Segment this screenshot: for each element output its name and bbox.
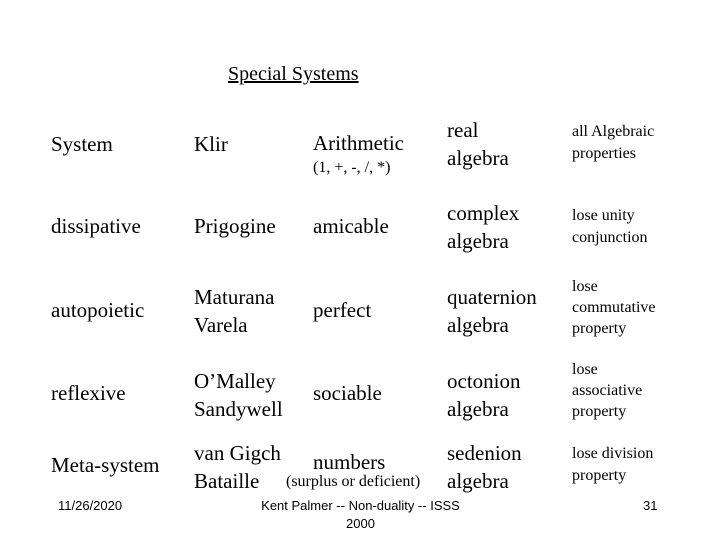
- footer-author-line: 2000: [346, 516, 375, 531]
- row-arithmetic-note: (surplus or deficient): [286, 473, 421, 490]
- row-algebra-line: sedenion: [447, 441, 522, 465]
- row-properties-line: property: [572, 403, 627, 420]
- row-algebra-line: algebra: [447, 229, 509, 253]
- row-properties-line: lose unity: [572, 207, 635, 224]
- row-klir-line: Sandywell: [194, 397, 283, 421]
- row-properties-line: property: [572, 467, 627, 484]
- row-klir-line: Varela: [194, 313, 248, 337]
- row-algebra-line: quaternion: [447, 285, 537, 309]
- row-arithmetic: amicable: [313, 214, 389, 238]
- header-system: System: [51, 132, 113, 156]
- row-klir-line: Maturana: [194, 285, 275, 309]
- row-properties: [572, 359, 642, 422]
- header-properties: [572, 121, 654, 165]
- footer-author: [258, 497, 463, 533]
- row-properties-line: associative: [572, 382, 643, 399]
- row-algebra-line: algebra: [447, 397, 509, 421]
- row-algebra: [447, 283, 537, 339]
- row-algebra: [447, 367, 521, 423]
- row-properties-line: commutative: [572, 299, 656, 316]
- row-klir: Prigogine: [194, 214, 276, 238]
- footer-page-number: 31: [643, 498, 658, 513]
- footer-date: 11/26/2020: [58, 498, 123, 513]
- row-arithmetic: perfect: [313, 298, 372, 322]
- header-algebra-line: algebra: [447, 146, 509, 170]
- slide-title: Special Systems: [228, 63, 359, 85]
- row-properties: [572, 443, 653, 487]
- row-klir-line: O’Malley: [194, 369, 276, 393]
- row-properties-line: conjunction: [572, 229, 648, 246]
- row-properties-line: lose: [572, 361, 598, 378]
- row-properties: [572, 205, 648, 249]
- header-klir: Klir: [194, 132, 228, 156]
- row-properties-line: lose division: [572, 445, 654, 462]
- row-klir: [194, 283, 274, 339]
- header-algebra-line: real: [447, 118, 479, 142]
- row-klir: [194, 439, 281, 495]
- header-arithmetic: Arithmetic: [313, 131, 404, 155]
- row-klir: [194, 367, 283, 423]
- header-algebra: [447, 116, 509, 172]
- row-system: dissipative: [51, 214, 141, 238]
- row-system: Meta-system: [51, 453, 160, 477]
- row-arithmetic: numbers: [313, 450, 386, 474]
- row-algebra: [447, 199, 519, 255]
- header-properties-line: all Algebraic: [572, 123, 655, 140]
- row-properties-line: lose: [572, 278, 598, 295]
- row-properties: [572, 276, 656, 339]
- row-algebra-line: algebra: [447, 313, 509, 337]
- row-klir-line: Bataille: [194, 469, 260, 493]
- row-system: reflexive: [51, 381, 126, 405]
- row-algebra-line: octonion: [447, 369, 521, 393]
- row-system: autopoietic: [51, 298, 145, 322]
- row-algebra-line: complex: [447, 201, 520, 225]
- row-klir-line: van Gigch: [194, 441, 281, 465]
- row-arithmetic: sociable: [313, 381, 382, 405]
- row-algebra: [447, 439, 522, 495]
- footer-author-line: Kent Palmer -- Non-duality -- ISSS: [261, 498, 460, 513]
- row-properties-line: property: [572, 320, 627, 337]
- row-algebra-line: algebra: [447, 469, 509, 493]
- header-arithmetic-ops: (1, +, -, /, *): [313, 159, 391, 176]
- header-properties-line: properties: [572, 145, 636, 162]
